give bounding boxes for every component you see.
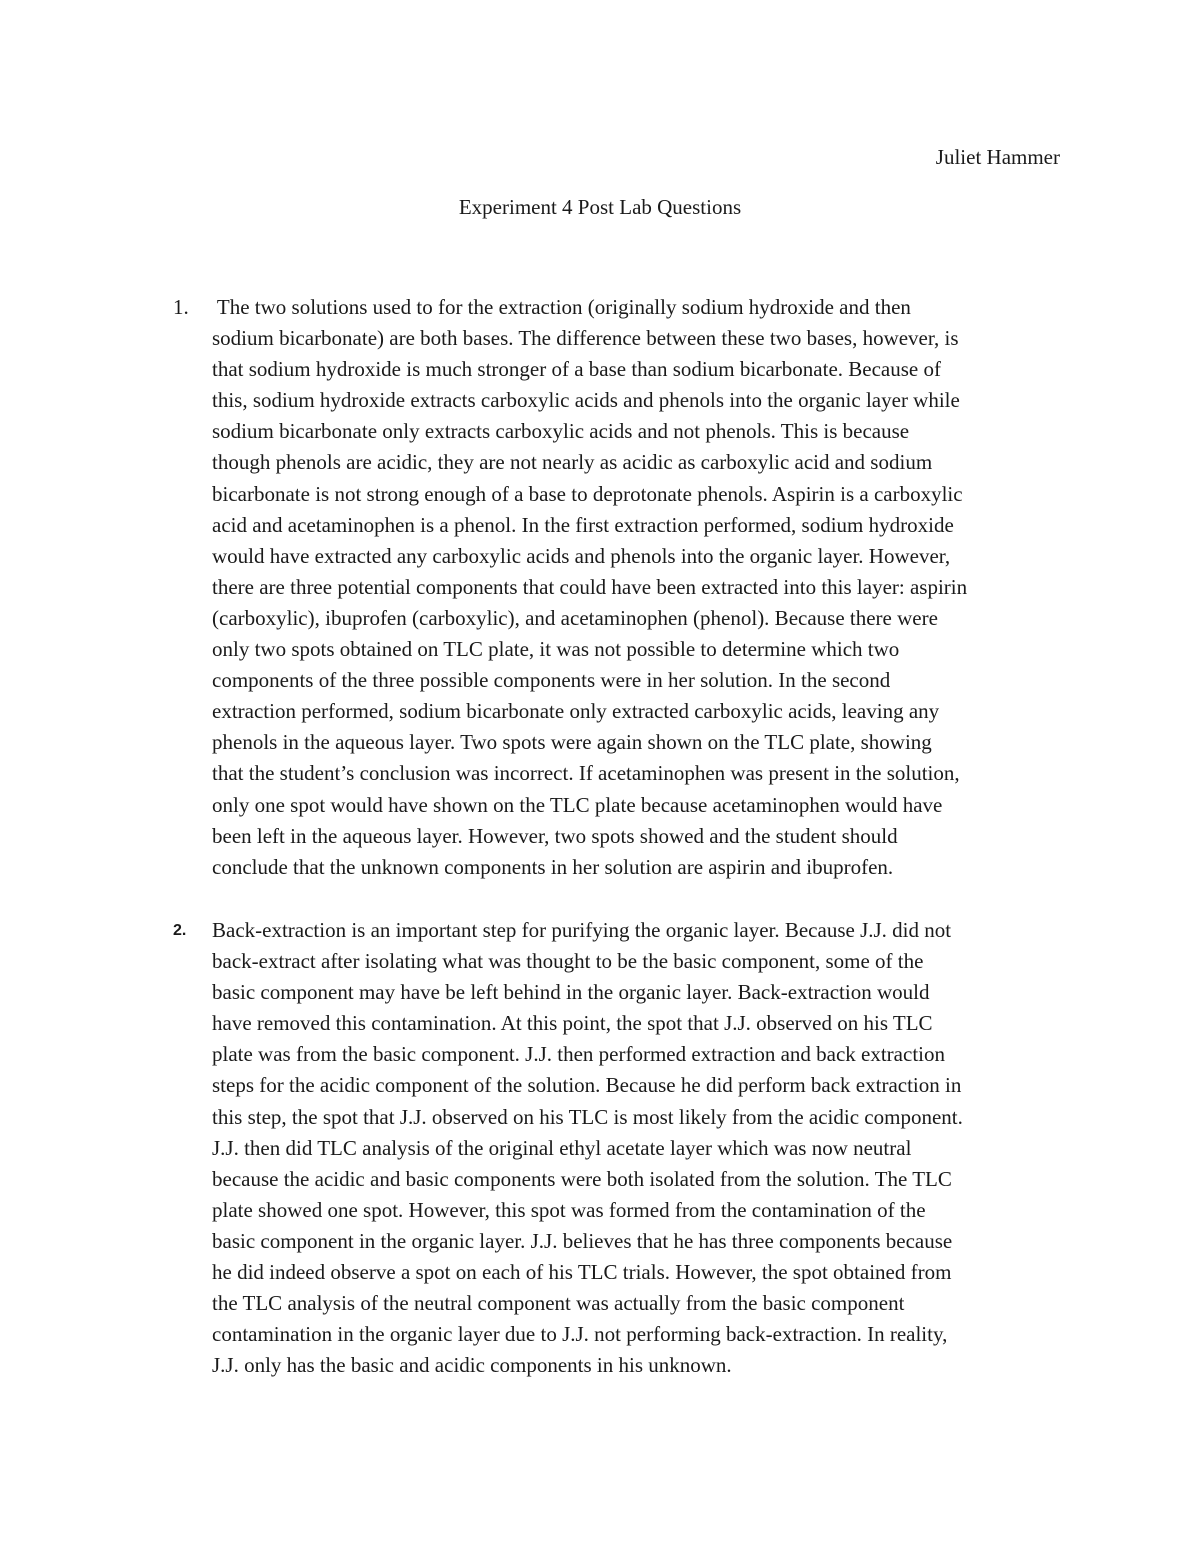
answer-1-line: (carboxylic), ibuprofen (carboxylic), and acetaminophen (phenol). Because there were xyxy=(212,605,938,630)
answer-1-line: though phenols are acidic, they are not nearly as acidic as carboxylic acid and sodium xyxy=(212,450,933,475)
answer-2-line: plate was from the basic component. J.J. then performed extraction and back extraction xyxy=(212,1042,945,1067)
answer-1-line: that the student’s conclusion was incorrect. If acetaminophen was present in the solution, xyxy=(212,761,960,786)
answer-1-number: 1. xyxy=(173,295,189,319)
answer-1-line: extraction performed, sodium bicarbonate only extracted carboxylic acids, leaving any xyxy=(212,699,940,724)
answer-2-text xyxy=(212,915,1072,1381)
document-title: Experiment 4 Post Lab Questions xyxy=(458,195,742,219)
answer-2-line: steps for the acidic component of the solution. Because he did perform back extraction in xyxy=(212,1073,962,1098)
answer-1-line: would have extracted any carboxylic acids and phenols into the organic layer. However, xyxy=(212,543,951,568)
answer-1-line: that sodium hydroxide is much stronger of a base than sodium bicarbonate. Because of xyxy=(212,357,941,382)
answer-2-line: J.J. only has the basic and acidic components in his unknown. xyxy=(212,1353,732,1378)
answer-2-line: this step, the spot that J.J. observed on his TLC is most likely from the acidic component. xyxy=(212,1104,963,1129)
answer-1-text xyxy=(212,292,1072,883)
answer-2-line: because the acidic and basic components were both isolated from the solution. The TLC xyxy=(212,1166,952,1191)
answer-2-line: contamination in the organic layer due to J.J. not performing back-extraction. In reality, xyxy=(212,1322,948,1347)
answer-1-line: conclude that the unknown components in her solution are aspirin and ibuprofen. xyxy=(212,854,894,879)
answer-2-line: back-extract after isolating what was thought to be the basic component, some of the xyxy=(212,949,924,974)
answer-1-line: sodium bicarbonate) are both bases. The difference between these two bases, however, is xyxy=(212,326,959,351)
answer-1-line: only two spots obtained on TLC plate, it was not possible to determine which two xyxy=(212,637,900,662)
answer-2-line: the TLC analysis of the neutral component was actually from the basic component xyxy=(212,1291,905,1316)
author-name: Juliet Hammer xyxy=(935,145,1060,169)
answer-2-line: Back-extraction is an important step for purifying the organic layer. Because J.J. did not xyxy=(212,918,952,942)
answer-1-line: only one spot would have shown on the TLC plate because acetaminophen would have xyxy=(212,792,943,817)
answer-1-line: this, sodium hydroxide extracts carboxylic acids and phenols into the organic layer while xyxy=(212,388,960,413)
answer-1-line: phenols in the aqueous layer. Two spots were again shown on the TLC plate, showing xyxy=(212,730,932,755)
answer-1-line: been left in the aqueous layer. However, two spots showed and the student should xyxy=(212,823,898,848)
answer-2-number: 2. xyxy=(173,922,187,939)
answer-1-line: acid and acetaminophen is a phenol. In the first extraction performed, sodium hydroxide xyxy=(212,512,954,537)
answer-2-line: J.J. then did TLC analysis of the original ethyl acetate layer which was now neutral xyxy=(212,1135,912,1160)
answer-2-line: basic component may have be left behind in the organic layer. Back-extraction would xyxy=(212,980,930,1005)
answer-1-line: The two solutions used to for the extraction (originally sodium hydroxide and then xyxy=(212,295,911,319)
answer-2-line: basic component in the organic layer. J.J. believes that he has three components because xyxy=(212,1228,953,1253)
answer-2-line: have removed this contamination. At this point, the spot that J.J. observed on his TLC xyxy=(212,1011,933,1036)
answer-1-line: sodium bicarbonate only extracts carboxylic acids and not phenols. This is because xyxy=(212,419,910,444)
answer-2-line: plate showed one spot. However, this spot was formed from the contamination of the xyxy=(212,1197,926,1222)
answer-1-line: bicarbonate is not strong enough of a base to deprotonate phenols. Aspirin is a carboxylic xyxy=(212,481,963,506)
answer-1-line: components of the three possible components were in her solution. In the second xyxy=(212,668,891,693)
answer-1-line: there are three potential components that could have been extracted into this layer: aspirin xyxy=(212,574,968,599)
answer-2-line: he did indeed observe a spot on each of his TLC trials. However, the spot obtained from xyxy=(212,1260,952,1285)
